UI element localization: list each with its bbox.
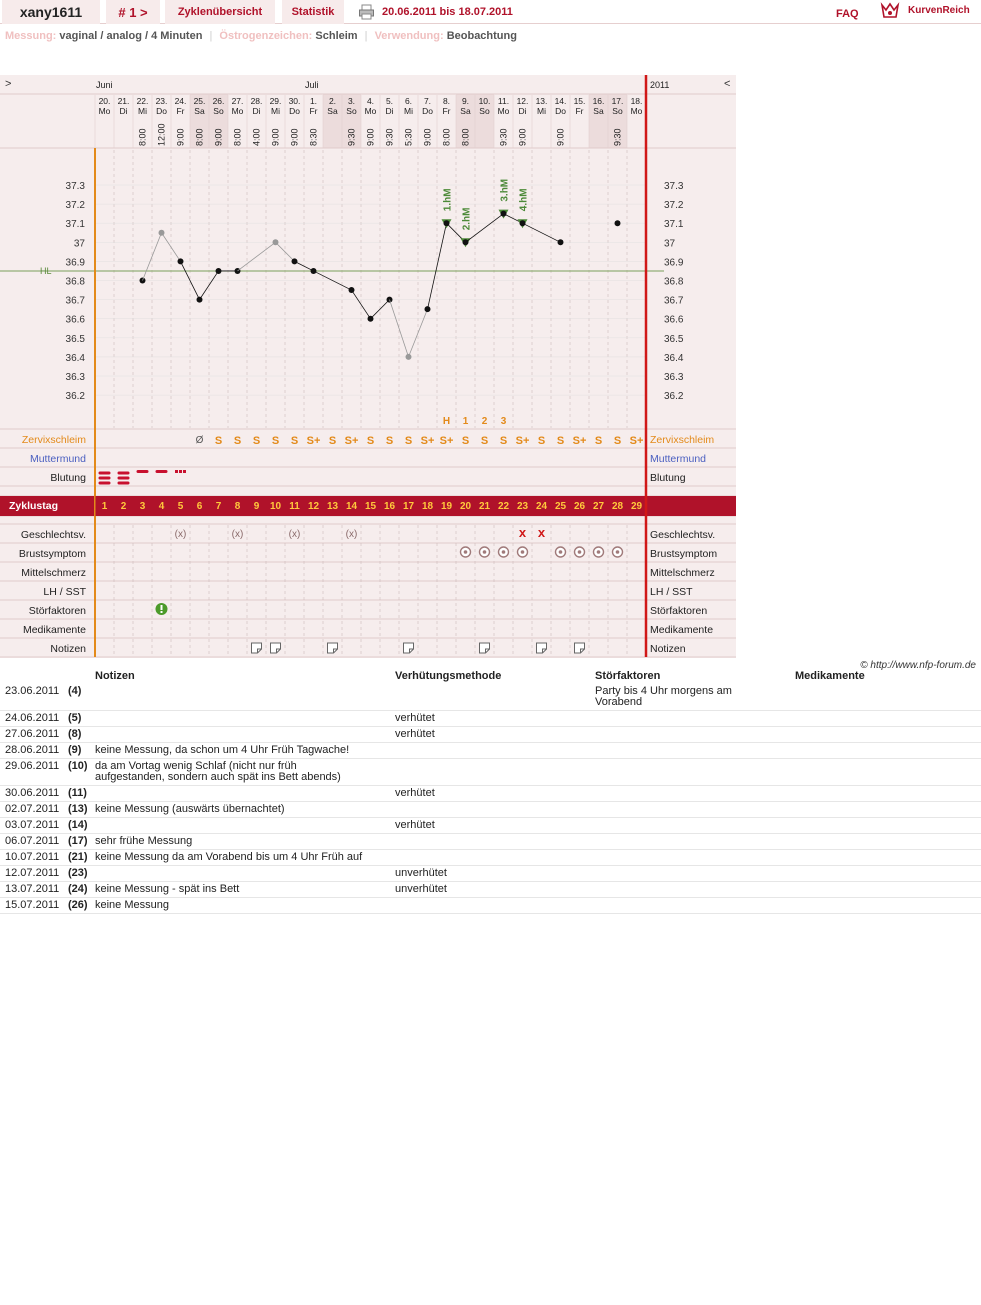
- cycle-day-number: 26: [573, 501, 586, 512]
- day-weekday: Di: [385, 106, 394, 116]
- cycle-day-number: 11: [289, 501, 300, 512]
- day-weekday: Di: [518, 106, 527, 116]
- logo-text[interactable]: KurvenReich: [908, 5, 970, 16]
- y-tick-label-right: 36.5: [664, 333, 684, 345]
- mucus-symbol: S: [233, 435, 242, 447]
- notes-z: (8): [68, 728, 82, 740]
- measurement-time: 9:00: [289, 128, 300, 146]
- notes-note: keine Messung da am Vorabend bis um 4 Uhr Früh auf: [95, 851, 363, 863]
- notes-row: [0, 834, 981, 850]
- notes-row: [0, 850, 981, 866]
- day-weekday: Mi: [537, 106, 546, 116]
- cycle-day-number: 13: [326, 501, 339, 512]
- measurement-time: 9:00: [517, 128, 528, 146]
- day-date: 4.: [366, 96, 375, 106]
- day-date: 26.: [212, 96, 225, 106]
- day-weekday: Do: [555, 106, 566, 116]
- day-date: 13.: [535, 96, 548, 106]
- bleeding-medium: [137, 470, 149, 473]
- cycle-day-number: 4: [158, 501, 165, 512]
- verwendung-value: Beobachtung: [446, 30, 517, 42]
- day-date: 11.: [497, 96, 510, 106]
- cycle-day-number: 29: [630, 501, 643, 512]
- count-mark: 1: [462, 416, 469, 427]
- row-label-blutung: Blutung: [50, 472, 86, 484]
- intercourse-unprotected: x: [537, 525, 546, 540]
- cycle-day-number: 28: [611, 501, 624, 512]
- day-date: 18.: [630, 96, 643, 106]
- notes-row: [0, 684, 981, 711]
- cycle-day-number: 22: [497, 501, 510, 512]
- row-label-brust: Brustsymptom: [18, 548, 86, 560]
- mucus-symbol: S: [499, 435, 508, 447]
- row-label-notiz: Notizen: [50, 643, 86, 655]
- notes-row: [0, 882, 981, 898]
- notes-z: (23): [68, 867, 88, 879]
- mucus-symbol: S: [480, 435, 489, 447]
- mucus-symbol: S: [556, 435, 565, 447]
- day-date: 17.: [611, 96, 624, 106]
- mucus-symbol: S: [290, 435, 299, 447]
- cycle-day-number: 7: [215, 501, 222, 512]
- mucus-symbol: S: [328, 435, 337, 447]
- y-tick-label-left: 36.9: [65, 257, 85, 269]
- cycle-day-number: 20: [459, 501, 472, 512]
- cycle-day-number: 10: [269, 501, 282, 512]
- intercourse-protected: (x): [345, 529, 358, 540]
- prev-cycle-button[interactable]: >: [5, 78, 12, 90]
- mucus-symbol: S: [385, 435, 394, 447]
- day-weekday: Sa: [327, 106, 338, 116]
- mucus-symbol: S: [594, 435, 603, 447]
- y-tick-label-right: 37: [664, 238, 676, 250]
- copyright: © http://www.nfp-forum.de: [860, 660, 976, 671]
- notes-header-notizen: Notizen: [95, 670, 135, 682]
- row-label-right-muttermund: Muttermund: [650, 453, 707, 465]
- notes-date: 03.07.2011: [5, 819, 60, 831]
- intercourse-protected: (x): [288, 529, 301, 540]
- notes-header-stoer: Störfaktoren: [595, 670, 661, 682]
- cycle-day-number: 9: [253, 501, 260, 512]
- y-tick-label-left: 36.5: [65, 333, 85, 345]
- messung-label: Messung:: [5, 30, 57, 42]
- measurement-time: 9:00: [422, 128, 433, 146]
- y-tick-label-right: 37.1: [664, 219, 684, 231]
- notes-note: keine Messung, da schon um 4 Uhr Früh Tagwache!: [95, 744, 350, 756]
- y-tick-label-left: 36.2: [65, 391, 85, 403]
- bleeding-light: [183, 470, 186, 473]
- notes-z: (21): [68, 851, 88, 863]
- hm-label: 1.hM: [442, 188, 454, 212]
- measurement-time: 8:00: [232, 128, 243, 146]
- row-label-zervix: Zervixschleim: [21, 434, 86, 446]
- disturbance-icon: [161, 605, 163, 610]
- day-date: 12.: [516, 96, 529, 106]
- y-tick-label-right: 37.2: [664, 200, 684, 212]
- y-tick-label-left: 36.7: [65, 295, 85, 307]
- row-label-muttermund: Muttermund: [29, 453, 86, 465]
- day-date: 24.: [174, 96, 187, 106]
- mucus-symbol: S+: [420, 435, 435, 447]
- measurement-time: 9:30: [384, 128, 395, 146]
- breast-symptom-icon: [464, 550, 468, 554]
- cycle-overview-link[interactable]: Zyklenübersicht: [165, 0, 275, 24]
- mucus-symbol: S: [271, 435, 280, 447]
- breast-symptom-icon: [597, 550, 601, 554]
- day-weekday: So: [213, 106, 224, 116]
- count-mark: 2: [481, 416, 488, 427]
- cycle-day-number: 5: [177, 501, 184, 512]
- day-weekday: Fr: [442, 106, 451, 116]
- separator: |: [209, 30, 213, 42]
- y-tick-label-left: 37.2: [65, 200, 85, 212]
- cycle-day-number: 2: [120, 501, 127, 512]
- cycle-day-number: 16: [383, 501, 396, 512]
- day-weekday: Sa: [460, 106, 471, 116]
- row-label-right-notiz: Notizen: [650, 643, 686, 655]
- measurement-time: 8:00: [460, 128, 471, 146]
- day-weekday: Do: [289, 106, 300, 116]
- day-weekday: Fr: [309, 106, 318, 116]
- row-label-right-stoer: Störfaktoren: [650, 605, 708, 617]
- day-date: 21.: [117, 96, 130, 106]
- y-tick-label-right: 36.6: [664, 314, 684, 326]
- mucus-symbol: S+: [306, 435, 321, 447]
- cycle-number-link[interactable]: # 1 >: [106, 0, 160, 24]
- day-weekday: Do: [422, 106, 433, 116]
- hm-label: 2.hM: [461, 207, 473, 231]
- notes-date: 02.07.2011: [5, 803, 60, 815]
- row-label-right-brust: Brustsymptom: [650, 548, 718, 560]
- notes-note: keine Messung: [95, 899, 169, 911]
- notes-z: (17): [68, 835, 88, 847]
- y-tick-label-right: 37.3: [664, 181, 684, 192]
- measurement-time: 8:00: [137, 128, 148, 146]
- measurement-time: 12:00: [156, 123, 167, 146]
- day-weekday: Mo: [630, 106, 643, 116]
- day-date: 16.: [592, 96, 605, 106]
- day-date: 7.: [423, 96, 432, 106]
- measurement-time: 9:00: [270, 128, 281, 146]
- day-weekday: So: [479, 106, 490, 116]
- bleeding-strong: [99, 477, 111, 480]
- day-weekday: Do: [156, 106, 167, 116]
- measurement-time: 9:00: [175, 128, 186, 146]
- count-mark: H: [442, 416, 451, 427]
- mucus-symbol: S+: [344, 435, 359, 447]
- day-weekday: Sa: [593, 106, 604, 116]
- day-date: 9.: [461, 96, 470, 106]
- bleeding-strong: [118, 472, 130, 475]
- notes-note: sehr frühe Messung: [95, 835, 193, 847]
- measurement-time: 9:30: [498, 128, 509, 146]
- notes-stoer: Party bis 4 Uhr morgens am Vorabend: [595, 685, 732, 708]
- cycle-day-number: 18: [421, 501, 434, 512]
- notes-header-medi: Medikamente: [795, 670, 865, 682]
- bleeding-medium: [156, 470, 168, 473]
- day-weekday: So: [346, 106, 357, 116]
- notes-method: unverhütet: [395, 867, 447, 879]
- statistics-link[interactable]: Statistik: [282, 0, 344, 24]
- day-date: 10.: [478, 96, 491, 106]
- hm-label: 3.hM: [499, 178, 511, 202]
- day-date: 14.: [554, 96, 567, 106]
- row-label-right-zervix: Zervixschleim: [650, 434, 715, 446]
- cycle-day-number: 21: [478, 501, 491, 512]
- notes-method: verhütet: [395, 819, 435, 831]
- mucus-none: Ø: [195, 435, 204, 446]
- day-weekday: Mo: [231, 106, 244, 116]
- y-tick-label-left: 36.6: [65, 314, 85, 326]
- bleeding-strong: [99, 472, 111, 475]
- y-tick-label-left: 37.1: [65, 219, 85, 231]
- notes-row: [0, 898, 981, 914]
- day-weekday: Fr: [176, 106, 185, 116]
- separator: |: [364, 30, 368, 42]
- next-cycle-button[interactable]: <: [724, 78, 731, 90]
- measurement-time: 9:30: [346, 128, 357, 146]
- y-tick-label-right: 36.4: [664, 352, 684, 364]
- notes-date: 24.06.2011: [5, 712, 60, 724]
- notes-row: [0, 743, 981, 759]
- row-label-right-mittel: Mittelschmerz: [650, 567, 715, 579]
- y-tick-label-left: 36.3: [65, 372, 85, 383]
- row-label-mittel: Mittelschmerz: [21, 567, 86, 579]
- day-date: 27.: [231, 96, 244, 106]
- month-label: Juni: [96, 80, 113, 90]
- measurement-time: 4:00: [251, 128, 262, 146]
- notes-z: (11): [68, 787, 87, 799]
- mucus-symbol: S: [537, 435, 546, 447]
- notes-row: [0, 759, 981, 786]
- day-weekday: Mi: [404, 106, 413, 116]
- month-label: Juli: [305, 80, 319, 90]
- mucus-symbol: S+: [572, 435, 587, 447]
- measurement-time: 5:30: [403, 128, 414, 146]
- y-tick-label-left: 37: [73, 238, 85, 250]
- day-date: 25.: [193, 96, 206, 106]
- day-date: 29.: [269, 96, 282, 106]
- notes-method: verhütet: [395, 787, 435, 799]
- breast-symptom-icon: [578, 550, 582, 554]
- cycle-day-separator: [94, 496, 96, 516]
- verwendung-label: Verwendung:: [374, 30, 444, 42]
- notes-z: (24): [68, 883, 88, 895]
- measurement-time: 9:00: [555, 128, 566, 146]
- cycle-day-number: 6: [196, 501, 203, 512]
- day-date: 28.: [250, 96, 263, 106]
- cycle-day-number: 23: [516, 501, 529, 512]
- bleeding-light: [175, 470, 178, 473]
- count-mark: 3: [500, 416, 507, 427]
- breast-symptom-icon: [616, 550, 620, 554]
- day-weekday: So: [612, 106, 623, 116]
- notes-method: unverhütet: [395, 883, 447, 895]
- notes-date: 06.07.2011: [5, 835, 60, 847]
- cycle-day-number: 27: [592, 501, 605, 512]
- notes-date: 27.06.2011: [5, 728, 60, 740]
- notes-row: [0, 802, 981, 818]
- day-date: 3.: [347, 96, 356, 106]
- breast-symptom-icon: [521, 550, 525, 554]
- mucus-symbol: S: [252, 435, 261, 447]
- bleeding-light: [179, 470, 182, 473]
- y-tick-label-right: 36.9: [664, 257, 684, 269]
- notes-date: 12.07.2011: [5, 867, 60, 879]
- notes-note: keine Messung (auswärts übernachtet): [95, 803, 285, 815]
- y-tick-label-right: 36.2: [664, 391, 684, 403]
- notes-date: 29.06.2011: [5, 760, 60, 772]
- cycle-day-number: 15: [364, 501, 377, 512]
- disturbance-icon: [161, 611, 163, 613]
- temperature-point: [558, 239, 564, 245]
- year-label: 2011: [650, 80, 670, 90]
- notes-row: [0, 866, 981, 882]
- notes-method: verhütet: [395, 712, 435, 724]
- day-date: 6.: [404, 96, 413, 106]
- notes-z: (26): [68, 899, 88, 911]
- notes-z: (9): [68, 744, 82, 756]
- notes-row: [0, 786, 981, 802]
- mucus-symbol: S: [613, 435, 622, 447]
- day-weekday: Di: [119, 106, 128, 116]
- y-tick-label-left: 37.3: [65, 181, 85, 192]
- row-label-right-gv: Geschlechtsv.: [650, 529, 716, 541]
- day-weekday: Mo: [364, 106, 377, 116]
- notes-note: da am Vortag wenig Schlaf (nicht nur früh aufgestanden, sondern auch spät ins Bett abends): [95, 760, 341, 783]
- measurement-time: 9:00: [365, 128, 376, 146]
- notes-z: (4): [68, 685, 82, 697]
- measurement-time: 9:30: [612, 128, 623, 146]
- row-label-medi: Medikamente: [22, 624, 86, 636]
- notes-date: 15.07.2011: [5, 899, 60, 911]
- notes-z: (14): [68, 819, 88, 831]
- intercourse-protected: (x): [231, 529, 244, 540]
- day-date: 8.: [442, 96, 451, 106]
- notes-date: 10.07.2011: [5, 851, 60, 863]
- notes-header-methode: Verhütungsmethode: [395, 670, 502, 682]
- day-weekday: Mi: [271, 106, 280, 116]
- day-date: 15.: [573, 96, 586, 106]
- notes-z: (13): [68, 803, 88, 815]
- row-label-lh: LH / SST: [43, 586, 86, 598]
- day-date: 22.: [136, 96, 149, 106]
- notes-date: 28.06.2011: [5, 744, 60, 756]
- y-tick-label-right: 36.3: [664, 372, 684, 383]
- temperature-point: [615, 220, 621, 226]
- breast-symptom-icon: [483, 550, 487, 554]
- day-date: 1.: [309, 96, 318, 106]
- measurement-time: 8:00: [194, 128, 205, 146]
- notes-note: keine Messung - spät ins Bett: [95, 883, 240, 895]
- day-date: 23.: [155, 96, 168, 106]
- cycle-day-number: 8: [234, 501, 241, 512]
- y-tick-label-right: 36.8: [664, 276, 684, 288]
- notes-row: [0, 711, 981, 727]
- faq-link[interactable]: FAQ: [836, 8, 859, 20]
- row-label-right-medi: Medikamente: [650, 624, 714, 636]
- date-range: 20.06.2011 bis 18.07.2011: [382, 6, 513, 18]
- mucus-symbol: S+: [515, 435, 530, 447]
- cycle-day-number: 12: [307, 501, 320, 512]
- chart-background: [0, 75, 736, 658]
- cycle-day-number: 17: [402, 501, 415, 512]
- day-weekday: Mo: [497, 106, 510, 116]
- measurement-time: 9:00: [213, 128, 224, 146]
- bleeding-strong: [118, 482, 130, 485]
- row-label-gv: Geschlechtsv.: [20, 529, 86, 541]
- notes-date: 23.06.2011: [5, 685, 60, 697]
- breast-symptom-icon: [502, 550, 506, 554]
- day-date: 2.: [328, 96, 337, 106]
- day-date: 30.: [288, 96, 301, 106]
- mucus-symbol: S+: [439, 435, 454, 447]
- intercourse-unprotected: x: [518, 525, 527, 540]
- row-label-stoer: Störfaktoren: [28, 605, 86, 617]
- day-weekday: Fr: [575, 106, 584, 116]
- y-tick-label-right: 36.7: [664, 295, 684, 307]
- row-label-right-lh: LH / SST: [650, 586, 693, 598]
- intercourse-protected: (x): [174, 529, 187, 540]
- notes-date: 30.06.2011: [5, 787, 60, 799]
- mucus-symbol: S: [404, 435, 413, 447]
- bleeding-strong: [118, 477, 130, 480]
- notes-row: [0, 727, 981, 743]
- bleeding-strong: [99, 482, 111, 485]
- notes-row: [0, 818, 981, 834]
- mucus-symbol: S: [214, 435, 223, 447]
- cycle-day-number: 3: [139, 501, 146, 512]
- oestrogen-value: Schleim: [315, 30, 358, 42]
- notes-method: verhütet: [395, 728, 435, 740]
- notes-z: (10): [68, 760, 88, 772]
- row-label-right-blutung: Blutung: [650, 472, 686, 484]
- y-tick-label-left: 36.4: [65, 352, 85, 364]
- mucus-symbol: S: [461, 435, 470, 447]
- hm-label: 4.hM: [518, 188, 530, 212]
- cycle-day-number: 19: [440, 501, 453, 512]
- messung-value: vaginal / analog / 4 Minuten: [59, 30, 203, 42]
- day-weekday: Di: [252, 106, 261, 116]
- day-weekday: Sa: [194, 106, 205, 116]
- cycle-day-number: 14: [345, 501, 358, 512]
- breast-symptom-icon: [559, 550, 563, 554]
- day-date: 20.: [98, 96, 111, 106]
- cycle-day-number: 1: [101, 501, 108, 512]
- cycle-day-number: 25: [554, 501, 567, 512]
- measurement-time: 8:00: [441, 128, 452, 146]
- notes-z: (5): [68, 712, 82, 724]
- mucus-symbol: S: [366, 435, 375, 447]
- row-label-zyklustag: Zyklustag: [9, 500, 59, 512]
- day-weekday: Mo: [98, 106, 111, 116]
- y-tick-label-left: 36.8: [65, 276, 85, 288]
- oestrogen-label: Östrogenzeichen:: [219, 30, 313, 42]
- notes-date: 13.07.2011: [5, 883, 60, 895]
- username: xany1611: [2, 0, 100, 24]
- hl-label: HL: [40, 265, 52, 276]
- measurement-time: 8:30: [308, 128, 319, 146]
- cycle-day-number: 24: [535, 501, 548, 512]
- mucus-symbol: S+: [629, 435, 644, 447]
- day-weekday: Mi: [138, 106, 147, 116]
- day-date: 5.: [385, 96, 394, 106]
